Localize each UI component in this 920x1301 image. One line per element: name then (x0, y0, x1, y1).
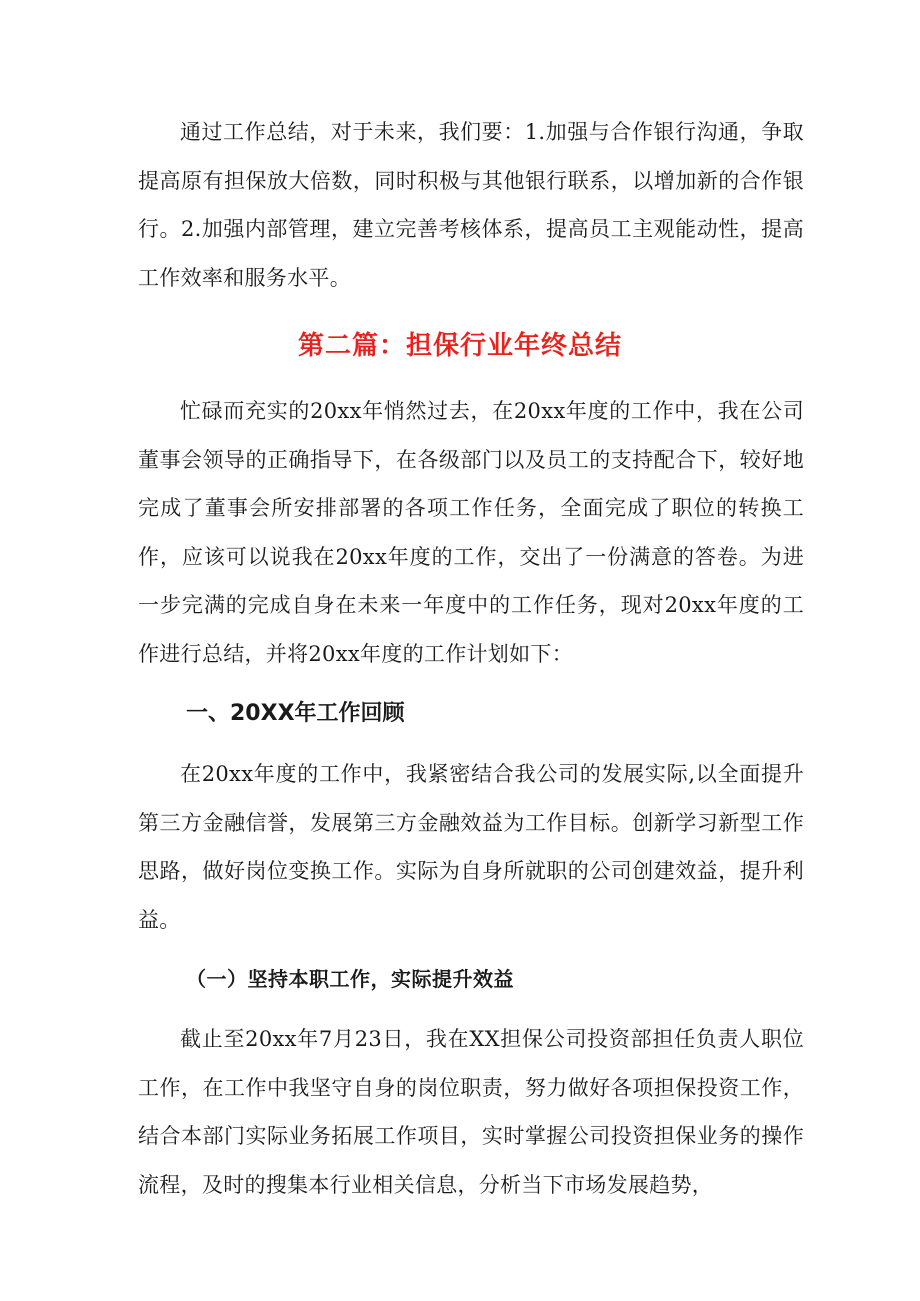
detail-paragraph: 截止至20xx年7月23日，我在XX担保公司投资部担任负责人职位工作，在工作中我坚守自身的岗位职责，努力做好各项担保投资工作，结合本部门实际业务拓展工作项目，实时掌握公司投资担保业务的操作流程，及时的搜集本行业相关信息，分析当下市场发展趋势， (138, 1027, 804, 1197)
review-paragraph: 在20xx年度的工作中，我紧密结合我公司的发展实际,以全面提升第三方金融信誉，发展第三方金融效益为工作目标。创新学习新型工作思路，做好岗位变换工作。实际为自身所就职的公司创建效益，提升利益。 (138, 762, 804, 932)
section-heading-review: 一、20XX年工作回顾 (186, 701, 405, 726)
opening-paragraph: 忙碌而充实的20xx年悄然过去，在20xx年度的工作中，我在公司董事会领导的正确指导下，在各级部门以及员工的支持配合下，较好地完成了董事会所安排部署的各项工作任务，全面完成了职位的转换工作，应该可以说我在20xx年度的工作，交出了一份满意的答卷。为进一步完满的完成自身在未来一年度中的工作任务，现对20xx年度的工作进行总结，并将20xx年度的工作计划如下： (138, 399, 804, 666)
intro-paragraph: 通过工作总结，对于未来，我们要：1.加强与合作银行沟通，争取提高原有担保放大倍数，同时积极与其他银行联系，以增加新的合作银行。2.加强内部管理，建立完善考核体系，提高员工主观能动性，提高工作效率和服务水平。 (138, 120, 804, 290)
document-title: 第二篇：担保行业年终总结 (297, 331, 622, 361)
subsection-heading: （一）坚持本职工作，实际提升效益 (186, 967, 514, 991)
